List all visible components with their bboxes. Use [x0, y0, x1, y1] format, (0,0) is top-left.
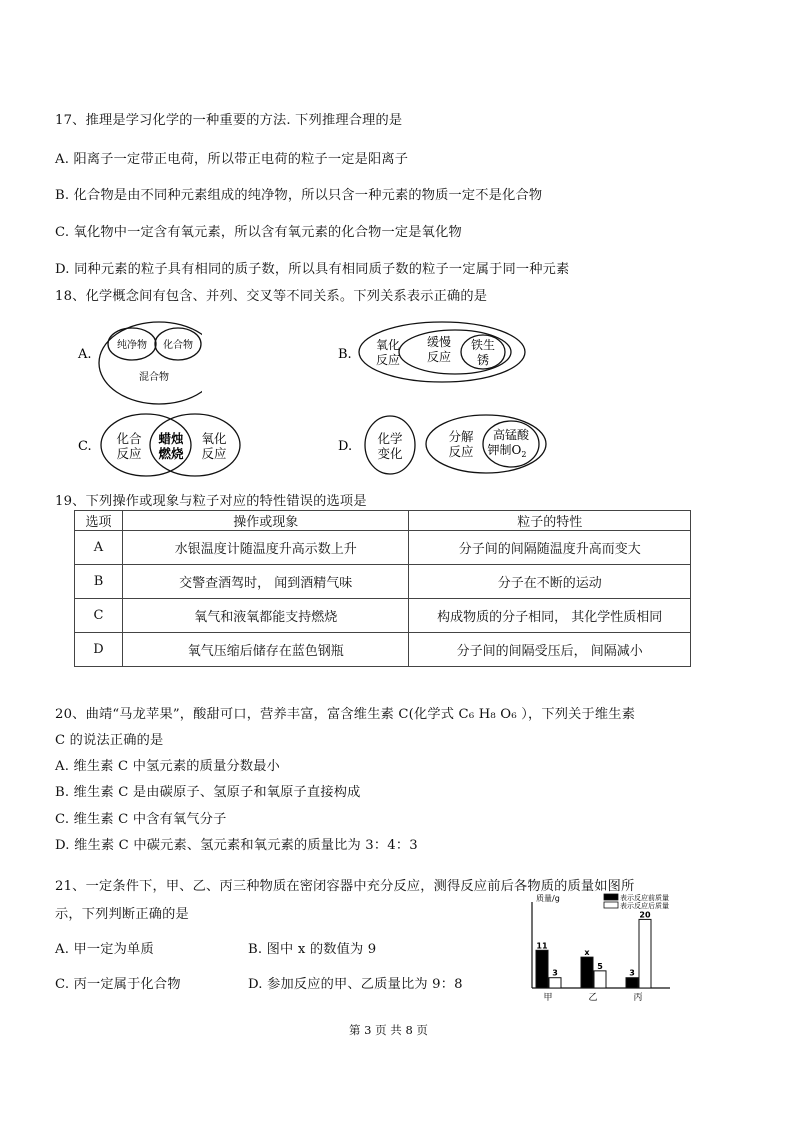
- bar-value-label: 5: [597, 961, 603, 971]
- diagram-d-left-line2: 变化: [377, 446, 403, 461]
- q21-bar-chart: [520, 892, 710, 1018]
- bar-chart-svg: [520, 892, 710, 1014]
- bar-value-label: 11: [536, 941, 548, 951]
- diagram-b-middle-line1: 缓慢: [426, 335, 452, 349]
- diagram-d-outer-ellipse: [426, 415, 546, 473]
- diagram-c-middle-line1: 蜡烛: [158, 431, 184, 446]
- q17-option-b: B. 化合物是由不同种元素组成的纯净物，所以只含一种元素的物质一定不是化合物: [55, 188, 543, 203]
- bar-value-label: 20: [639, 910, 651, 920]
- table-row: [75, 633, 691, 667]
- legend-swatch: [604, 902, 618, 908]
- q18-stem: 18、化学概念间有包含、并列、交叉等不同关系。下列关系表示正确的是: [55, 289, 488, 304]
- legend-label: 表示反应前质量: [620, 894, 669, 902]
- diagram-b-letter: B.: [338, 347, 352, 362]
- table-cell-property: 构成物质的分子相同， 其化学性质相同: [409, 599, 691, 633]
- diagram-d-inner-line2: [488, 442, 527, 459]
- bar-value-label: 3: [629, 968, 635, 978]
- table-header-cell: 粒子的特性: [409, 511, 691, 531]
- q20-option-c: C. 维生素 C 中含有氧气分子: [55, 812, 227, 827]
- diagram-b-middle-line2: 反应: [426, 350, 452, 364]
- legend-label: 表示反应后质量: [620, 902, 669, 910]
- diagram-b-outer-line1: 氧化: [375, 338, 401, 352]
- q19-stem: 19、下列操作或现象与粒子对应的特性错误的选项是: [55, 494, 367, 509]
- page-footer: 第 3 页 共 8 页: [349, 1023, 428, 1037]
- table-row: [75, 599, 691, 633]
- category-label: 丙: [633, 993, 643, 1003]
- bar: [549, 978, 561, 988]
- q17-option-c: C. 氧化物中一定含有氧元素，所以含有氧元素的化合物一定是氧化物: [55, 225, 462, 240]
- q17-stem: 17、推理是学习化学的一种重要的方法. 下列推理合理的是: [55, 113, 403, 128]
- bar-value-label: x: [584, 948, 590, 958]
- q20-option-d: D. 维生素 C 中碳元素、氢元素和氧元素的质量比为 3：4：3: [55, 838, 418, 853]
- diagram-c-right-line1: 氧化: [201, 431, 227, 446]
- table-cell-property: 分子在不断的运动: [409, 565, 691, 599]
- q21-stem-line1: 21、一定条件下，甲、乙、丙三种物质在密闭容器中充分反应，测得反应前后各物质的质量如图所: [55, 879, 635, 894]
- diagram-b-inner-line1: 铁生: [470, 338, 496, 352]
- legend-swatch: [604, 894, 618, 900]
- bar: [581, 957, 593, 988]
- diagram-c-middle-line2: 燃烧: [158, 446, 184, 461]
- q20-option-a: A. 维生素 C 中氢元素的质量分数最小: [55, 759, 281, 774]
- table-cell-property: 分子间的间隔随温度升高而变大: [409, 531, 691, 565]
- q18-diagram-d: [332, 410, 562, 484]
- diagram-a-left-label: 纯净物: [117, 340, 147, 351]
- diagram-d-inner-line2-subscript: 2: [521, 450, 527, 459]
- table-header-cell: 选项: [75, 511, 123, 531]
- diagram-d-outer-line1: 分解: [448, 429, 474, 444]
- q21-stem-line2: 示，下列判断正确的是: [55, 907, 189, 922]
- q19-table: [74, 510, 691, 667]
- category-label: 乙: [588, 993, 598, 1003]
- diagram-c-letter: C.: [78, 439, 92, 454]
- table-header-cell: 操作或现象: [122, 511, 409, 531]
- diagram-c-left-line1: 化合: [116, 431, 142, 446]
- table-header-row: [75, 511, 691, 531]
- bar: [639, 919, 651, 988]
- bar: [536, 950, 548, 988]
- q18-diagram-a: [72, 318, 202, 410]
- table-cell-phenomenon: 水银温度计随温度升高示数上升: [122, 531, 409, 565]
- table-cell-option: C: [75, 599, 123, 633]
- diagram-d-inner-line1: 高锰酸: [492, 428, 530, 442]
- diagram-d-letter: D.: [338, 439, 353, 454]
- diagram-a-right-label: 化合物: [163, 340, 193, 351]
- diagram-b-middle-ellipse: [399, 330, 511, 374]
- table-cell-phenomenon: 氧气压缩后储存在蓝色钢瓶: [122, 633, 409, 667]
- table-row: [75, 531, 691, 565]
- y-axis-label: 质量/g: [536, 894, 560, 903]
- category-label: 甲: [543, 993, 553, 1003]
- diagram-d-outer-line2: 反应: [448, 444, 474, 459]
- diagram-a-outer-label: 混合物: [139, 372, 169, 383]
- diagram-b-inner-line2: 锈: [476, 353, 490, 367]
- q17-option-d: D. 同种元素的粒子具有相同的质子数，所以具有相同质子数的粒子一定属于同一种元素: [55, 262, 570, 277]
- table-cell-phenomenon: 交警查酒驾时， 闻到酒精气味: [122, 565, 409, 599]
- table-cell-option: B: [75, 565, 123, 599]
- q21-option-d: D. 参加反应的甲、乙质量比为 9：8: [248, 977, 463, 992]
- q20-stem-line2: C 的说法正确的是: [55, 733, 164, 748]
- q18-diagram-b: [332, 318, 532, 402]
- bar: [594, 971, 606, 988]
- table-cell-phenomenon: 氧气和液氧都能支持燃烧: [122, 599, 409, 633]
- diagram-b-outer-line2: 反应: [375, 353, 401, 367]
- diagram-c-right-line2: 反应: [201, 446, 227, 461]
- bar: [626, 978, 638, 988]
- table-cell-option: D: [75, 633, 123, 667]
- diagram-d-left-line1: 化学: [377, 431, 403, 446]
- q17-option-a: A. 阳离子一定带正电荷，所以带正电荷的粒子一定是阳离子: [55, 152, 409, 167]
- table-cell-property: 分子间的间隔受压后， 间隔减小: [409, 633, 691, 667]
- q21-option-a: A. 甲一定为单质: [55, 942, 154, 957]
- table-row: [75, 565, 691, 599]
- diagram-d-inner-line2-text: 钾制O: [487, 443, 522, 457]
- bar-value-label: 3: [552, 968, 558, 978]
- q21-option-b: B. 图中 x 的数值为 9: [248, 942, 377, 957]
- q18-diagram-c: [72, 410, 252, 484]
- q20-option-b: B. 维生素 C 是由碳原子、氢原子和氧原子直接构成: [55, 785, 361, 800]
- table-cell-option: A: [75, 531, 123, 565]
- diagram-c-left-line2: 反应: [116, 446, 142, 461]
- q20-stem-line1: 20、曲靖“马龙苹果”，酸甜可口，营养丰富，富含维生素 C(化学式 C₆ H₈ O₆ ），下列关于维生素: [55, 707, 636, 722]
- diagram-a-letter: A.: [78, 347, 92, 362]
- q21-option-c: C. 丙一定属于化合物: [55, 977, 181, 992]
